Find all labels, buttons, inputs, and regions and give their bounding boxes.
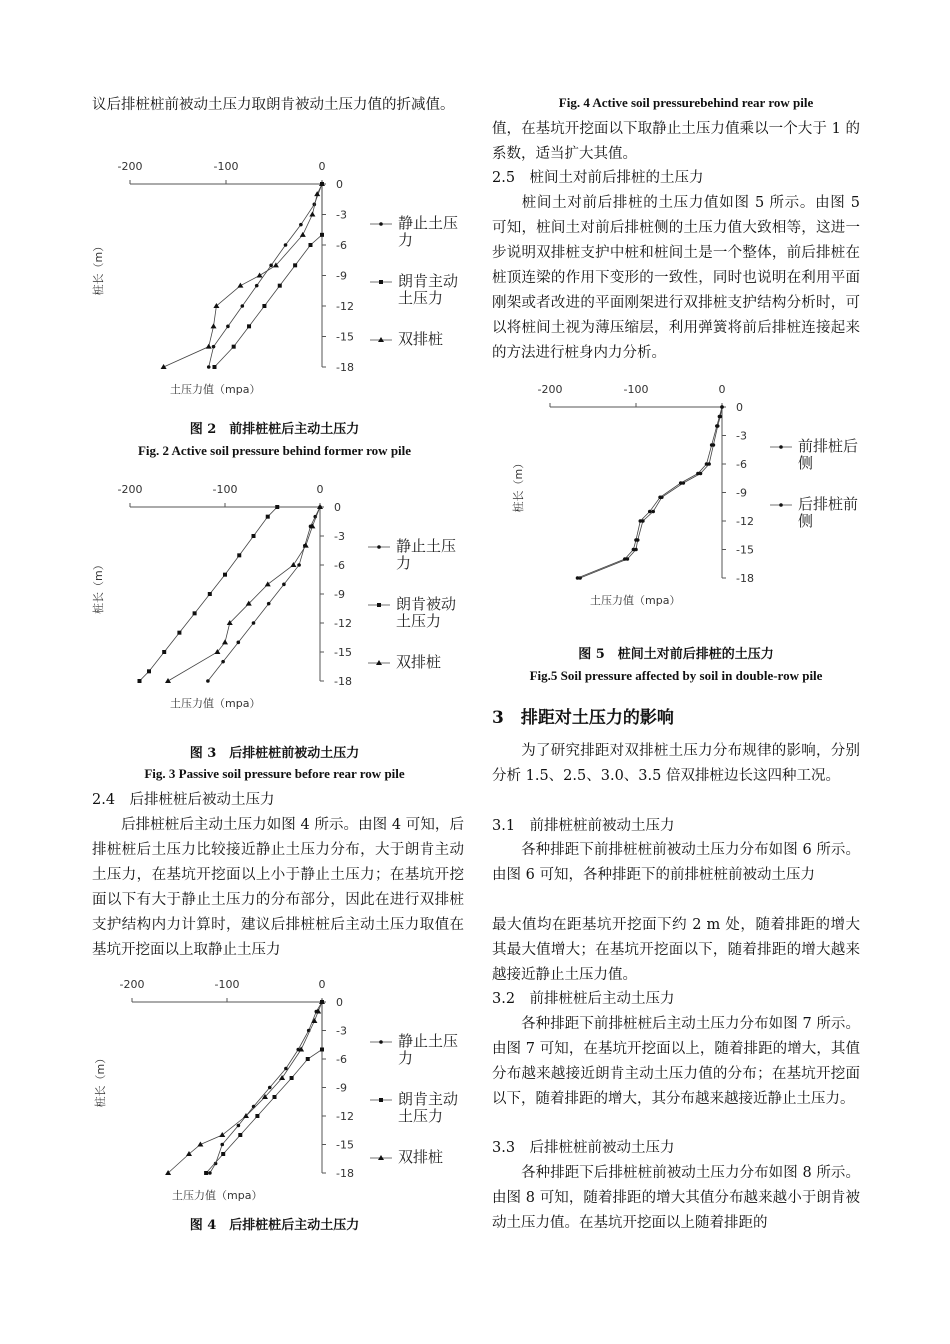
- data-point-triangle: [257, 273, 263, 278]
- legend-label-line: 土压力: [398, 1107, 444, 1125]
- y-tick-label: -18: [334, 675, 352, 688]
- data-point-dot: [648, 510, 652, 514]
- paragraph-2-4: 后排桩桩后主动土压力如图 4 所示。由图 4 可知，后排桩桩后土压力比较接近静止土压力分布，大于朗肯主动土压力，在基坑开挖面以上小于静止土压力；在基坑开挖面以下有大于静止土压力的分布部分，因此在进行双排桩支护结构内力计算时，建议后排桩桩后主动土压力取值在基坑开挖面以上取静止土压力: [92, 817, 464, 958]
- y-tick-label: -12: [334, 617, 352, 630]
- data-point-dot: [632, 548, 636, 552]
- y-axis-label: 桩长（m）: [512, 457, 525, 513]
- legend-label-line: 朗肯被动: [396, 595, 457, 613]
- figure-4-caption-cn: 图 4 后排桩桩后主动土压力: [189, 1218, 360, 1233]
- data-point-dot: [269, 264, 273, 268]
- data-point-square: [162, 650, 166, 654]
- y-tick-label: -18: [336, 361, 354, 374]
- legend-label: [396, 595, 456, 630]
- series-line: [578, 407, 722, 578]
- data-point-triangle: [219, 1132, 225, 1137]
- data-point-square: [306, 1057, 310, 1061]
- data-point-triangle: [165, 678, 171, 683]
- x-tick-label: -100: [214, 978, 240, 991]
- data-point-square: [377, 603, 381, 607]
- y-axis-label: 桩长（m）: [92, 240, 105, 296]
- data-point-triangle: [290, 562, 296, 567]
- y-axis-label: 桩长（m）: [94, 1052, 107, 1108]
- x-tick-label: 0: [318, 978, 326, 991]
- legend-label-line: 朗肯主动: [398, 272, 459, 290]
- legend-label: [398, 1090, 458, 1125]
- y-tick-label: 0: [336, 996, 343, 1009]
- section-3-heading: 3 排距对土压力的影响: [492, 708, 674, 728]
- data-point-dot: [212, 345, 216, 349]
- data-point-square: [308, 243, 312, 247]
- legend-label: [398, 1148, 443, 1166]
- x-axis-label: 土压力值（mpa）: [170, 697, 261, 710]
- legend-label-line: 双排桩: [398, 1148, 444, 1166]
- data-point-dot: [718, 415, 722, 419]
- data-point-dot: [220, 1143, 224, 1147]
- data-point-triangle: [300, 232, 306, 237]
- paragraph-continued: 值，在基坑开挖面以下取静止土压力值乘以一个大于 1 的系数，适当扩大其值。: [492, 121, 860, 162]
- x-tick-label: 0: [316, 483, 324, 496]
- x-tick-label: -100: [212, 483, 238, 496]
- legend-label-line: 力: [398, 231, 414, 249]
- legend-label-line: 土压力: [398, 289, 444, 307]
- data-point-dot: [710, 443, 714, 447]
- series-line: [580, 407, 722, 578]
- y-tick-label: -12: [736, 515, 754, 528]
- series-line: [168, 507, 320, 681]
- data-point-triangle: [222, 639, 228, 644]
- data-point-dot: [779, 445, 783, 449]
- x-tick-label: 0: [718, 383, 726, 396]
- legend-label-line: 双排桩: [396, 653, 442, 671]
- data-point-dot: [241, 304, 245, 308]
- data-point-triangle: [206, 344, 212, 349]
- legend-label-line: 侧: [798, 512, 814, 530]
- data-point-dot: [705, 462, 709, 466]
- data-point-dot: [297, 563, 301, 567]
- data-point-triangle: [378, 337, 384, 342]
- data-point-dot: [226, 325, 230, 329]
- legend-label-line: 静止土压: [398, 214, 459, 232]
- y-tick-label: -18: [736, 572, 754, 585]
- data-point-square: [290, 1076, 294, 1080]
- data-point-square: [147, 669, 151, 673]
- data-point-triangle: [237, 283, 243, 288]
- legend-label: [396, 653, 441, 671]
- paragraph-2-5: 桩间土对前后排桩的土压力值如图 5 所示。由图 5 可知，桩间土对前后排桩侧的土压力值大致相等，这进一步说明双排桩支护中桩和桩间土是一个整体，前后排桩在桩顶连梁的作用下变形的一致性，同时也说明在利用平面刚架或者改进的平面刚架进行双排桩支护结构分析时，可以将桩间土视为薄压缩层，利用弹簧将前后排桩连接起来的方法进行桩身内力分析。: [492, 195, 860, 361]
- figure-2-caption-cn: 图 2 前排桩桩后主动土压力: [189, 422, 360, 437]
- x-tick-label: 0: [318, 160, 326, 173]
- data-point-dot: [208, 1171, 212, 1175]
- x-tick-label: -200: [537, 383, 563, 396]
- y-tick-label: -15: [336, 1138, 354, 1152]
- y-tick-label: -6: [736, 458, 747, 471]
- y-tick-label: -3: [336, 1024, 347, 1038]
- legend-label: [396, 537, 456, 572]
- legend-label-line: 土压力: [396, 612, 442, 630]
- data-point-dot: [658, 495, 662, 499]
- series-line: [209, 184, 322, 367]
- data-point-square: [255, 1114, 259, 1118]
- paragraph-3-1b: 最大值均在距基坑开挖面下约 2 m 处，随着排距的增大其最大值增大；在基坑开挖面以下，随着排距的增大越来越接近静止土压力值。: [492, 917, 860, 983]
- paragraph-top-left: 议后排桩桩前被动土压力取朗肯被动土压力值的折减值。: [92, 97, 455, 113]
- x-tick-label: -100: [213, 160, 239, 173]
- y-tick-label: -12: [336, 1110, 354, 1123]
- data-point-dot: [282, 583, 286, 587]
- data-point-triangle: [376, 660, 382, 665]
- x-tick-label: -200: [117, 160, 143, 173]
- y-tick-label: -15: [336, 330, 354, 344]
- data-point-square: [238, 1133, 242, 1137]
- y-tick-label: -3: [336, 208, 347, 222]
- data-point-square: [379, 1098, 383, 1102]
- legend-label-line: 双排桩: [398, 330, 444, 348]
- data-point-dot: [379, 222, 383, 226]
- data-point-square: [212, 365, 216, 369]
- data-point-square: [208, 592, 212, 596]
- data-point-dot: [377, 545, 381, 549]
- paragraph-3-1a: 各种排距下前排桩桩前被动土压力分布如图 6 所示。由图 6 可知，各种排距下的前排桩桩前被动土压力: [492, 842, 860, 883]
- x-tick-label: -100: [623, 383, 649, 396]
- legend-label-line: 静止土压: [398, 1032, 459, 1050]
- legend-label: [798, 437, 858, 472]
- data-point-triangle: [378, 1155, 384, 1160]
- data-point-dot: [252, 1105, 256, 1109]
- legend-label-line: 朗肯主动: [398, 1090, 459, 1108]
- figure-5-caption-en: Fig.5 Soil pressure affected by soil in double-row pile: [529, 668, 823, 683]
- y-tick-label: -18: [336, 1167, 354, 1180]
- data-point-square: [247, 324, 251, 328]
- data-point-dot: [576, 576, 580, 580]
- figure-4-caption-en: Fig. 4 Active soil pressurebehind rear row pile: [558, 95, 814, 110]
- data-point-dot: [237, 641, 241, 645]
- data-point-dot: [651, 510, 655, 514]
- section-3-2-heading: 3.2 前排桩桩后主动土压力: [492, 991, 675, 1007]
- data-point-dot: [284, 243, 288, 247]
- data-point-dot: [299, 223, 303, 227]
- legend-label-line: 力: [398, 1049, 414, 1067]
- y-tick-label: -6: [336, 239, 347, 252]
- data-point-square: [275, 505, 279, 509]
- y-tick-label: -9: [336, 269, 347, 283]
- data-point-dot: [221, 660, 225, 664]
- data-point-triangle: [161, 364, 167, 369]
- paragraph-3-3: 各种排距下后排桩桩前被动土压力分布如图 8 所示。由图 8 可知，随着排距的增大其值分布越来越小于朗肯被动土压力值。在基坑开挖面以上随着排距的: [492, 1165, 860, 1231]
- data-point-dot: [639, 519, 643, 523]
- y-tick-label: 0: [736, 401, 743, 414]
- legend-label-line: 静止土压: [396, 537, 457, 555]
- data-point-dot: [268, 1086, 272, 1090]
- legend-label: [398, 1032, 458, 1067]
- y-axis-label: 桩长（m）: [92, 559, 105, 614]
- data-point-dot: [237, 1124, 241, 1128]
- y-tick-label: 0: [336, 178, 343, 191]
- data-point-dot: [715, 424, 719, 428]
- series-line: [164, 184, 322, 367]
- data-point-dot: [634, 538, 638, 542]
- y-tick-label: -6: [334, 559, 345, 572]
- legend-label-line: 后排桩前: [798, 495, 859, 513]
- data-point-square: [193, 611, 197, 615]
- data-point-triangle: [211, 323, 217, 328]
- series-line: [214, 184, 322, 367]
- series-line: [206, 1002, 322, 1173]
- data-point-square: [221, 1152, 225, 1156]
- legend-label-line: 侧: [798, 454, 814, 472]
- legend-label-line: 力: [396, 554, 412, 572]
- data-point-dot: [623, 557, 627, 561]
- paragraph-3-2: 各种排距下前排桩桩后主动土压力分布如图 7 所示。由图 7 可知，在基坑开挖面以上，随着排距的增大，其值分布越来越接近朗肯主动土压力值的分布；在基坑开挖面以下，随着排距的增大，其分布越来越接近静止土压力。: [492, 1016, 860, 1107]
- data-point-square: [177, 631, 181, 635]
- data-point-square: [262, 304, 266, 308]
- data-point-square: [273, 1095, 277, 1099]
- data-point-dot: [379, 1040, 383, 1044]
- data-point-dot: [206, 679, 210, 683]
- y-tick-label: -12: [336, 300, 354, 313]
- series-line: [210, 1002, 322, 1173]
- data-point-square: [266, 515, 270, 519]
- data-point-square: [320, 1048, 324, 1052]
- data-point-square: [379, 280, 383, 284]
- data-point-square: [204, 1171, 208, 1175]
- data-point-dot: [207, 365, 211, 369]
- data-point-dot: [779, 503, 783, 507]
- y-tick-label: -3: [736, 429, 747, 443]
- x-axis-label: 土压力值（mpa）: [170, 383, 261, 396]
- series-line: [168, 1002, 322, 1173]
- section-3-3-heading: 3.3 后排桩桩前被动土压力: [492, 1140, 675, 1156]
- figure-3-caption-en: Fig. 3 Passive soil pressure before rear row pile: [144, 766, 405, 781]
- data-point-square: [223, 573, 227, 577]
- y-tick-label: -6: [336, 1053, 347, 1066]
- y-tick-label: -15: [736, 543, 754, 557]
- data-point-dot: [720, 405, 724, 409]
- data-point-dot: [696, 472, 700, 476]
- data-point-dot: [252, 621, 256, 625]
- data-point-square: [278, 284, 282, 288]
- data-point-square: [232, 345, 236, 349]
- legend-label-line: 前排桩后: [798, 437, 859, 455]
- legend-label: [398, 330, 443, 348]
- data-point-dot: [679, 481, 683, 485]
- section-2-5-heading: 2.5 桩间土对前后排桩的土压力: [492, 170, 704, 186]
- figure-5-caption-cn: 图 5 桩间土对前后排桩的土压力: [578, 647, 774, 662]
- paragraph-3: 为了研究排距对双排桩土压力分布规律的影响，分别分析 1.5、2.5、3.0、3.5 倍双排桩边长这四种工况。: [492, 743, 860, 784]
- x-axis-label: 土压力值（mpa）: [172, 1189, 263, 1202]
- series-line: [208, 507, 320, 681]
- y-tick-label: -15: [334, 646, 352, 659]
- legend-label: [398, 214, 458, 249]
- data-point-square: [320, 233, 324, 237]
- data-point-square: [252, 534, 256, 538]
- y-tick-label: 0: [334, 501, 341, 514]
- section-2-4-heading: 2.4 后排桩桩后被动土压力: [92, 792, 275, 808]
- section-3-1-heading: 3.1 前排桩桩前被动土压力: [492, 818, 675, 834]
- legend-label: [798, 495, 858, 530]
- legend-label: [398, 272, 458, 307]
- data-point-square: [138, 679, 142, 683]
- data-point-square: [293, 263, 297, 267]
- data-point-dot: [267, 602, 271, 606]
- y-tick-label: -3: [334, 530, 345, 543]
- y-tick-label: -9: [336, 1081, 347, 1095]
- data-point-dot: [255, 284, 259, 288]
- figure-2-caption-en: Fig. 2 Active soil pressure behind former row pile: [137, 443, 412, 458]
- figure-3-caption-cn: 图 3 后排桩桩前被动土压力: [189, 746, 360, 761]
- x-tick-label: -200: [119, 978, 145, 991]
- data-point-triangle: [265, 581, 271, 586]
- data-point-square: [237, 553, 241, 557]
- data-point-triangle: [309, 212, 315, 217]
- y-tick-label: -9: [736, 486, 747, 500]
- x-axis-label: 土压力值（mpa）: [590, 594, 681, 607]
- y-tick-label: -9: [334, 588, 345, 601]
- x-tick-label: -200: [117, 483, 143, 496]
